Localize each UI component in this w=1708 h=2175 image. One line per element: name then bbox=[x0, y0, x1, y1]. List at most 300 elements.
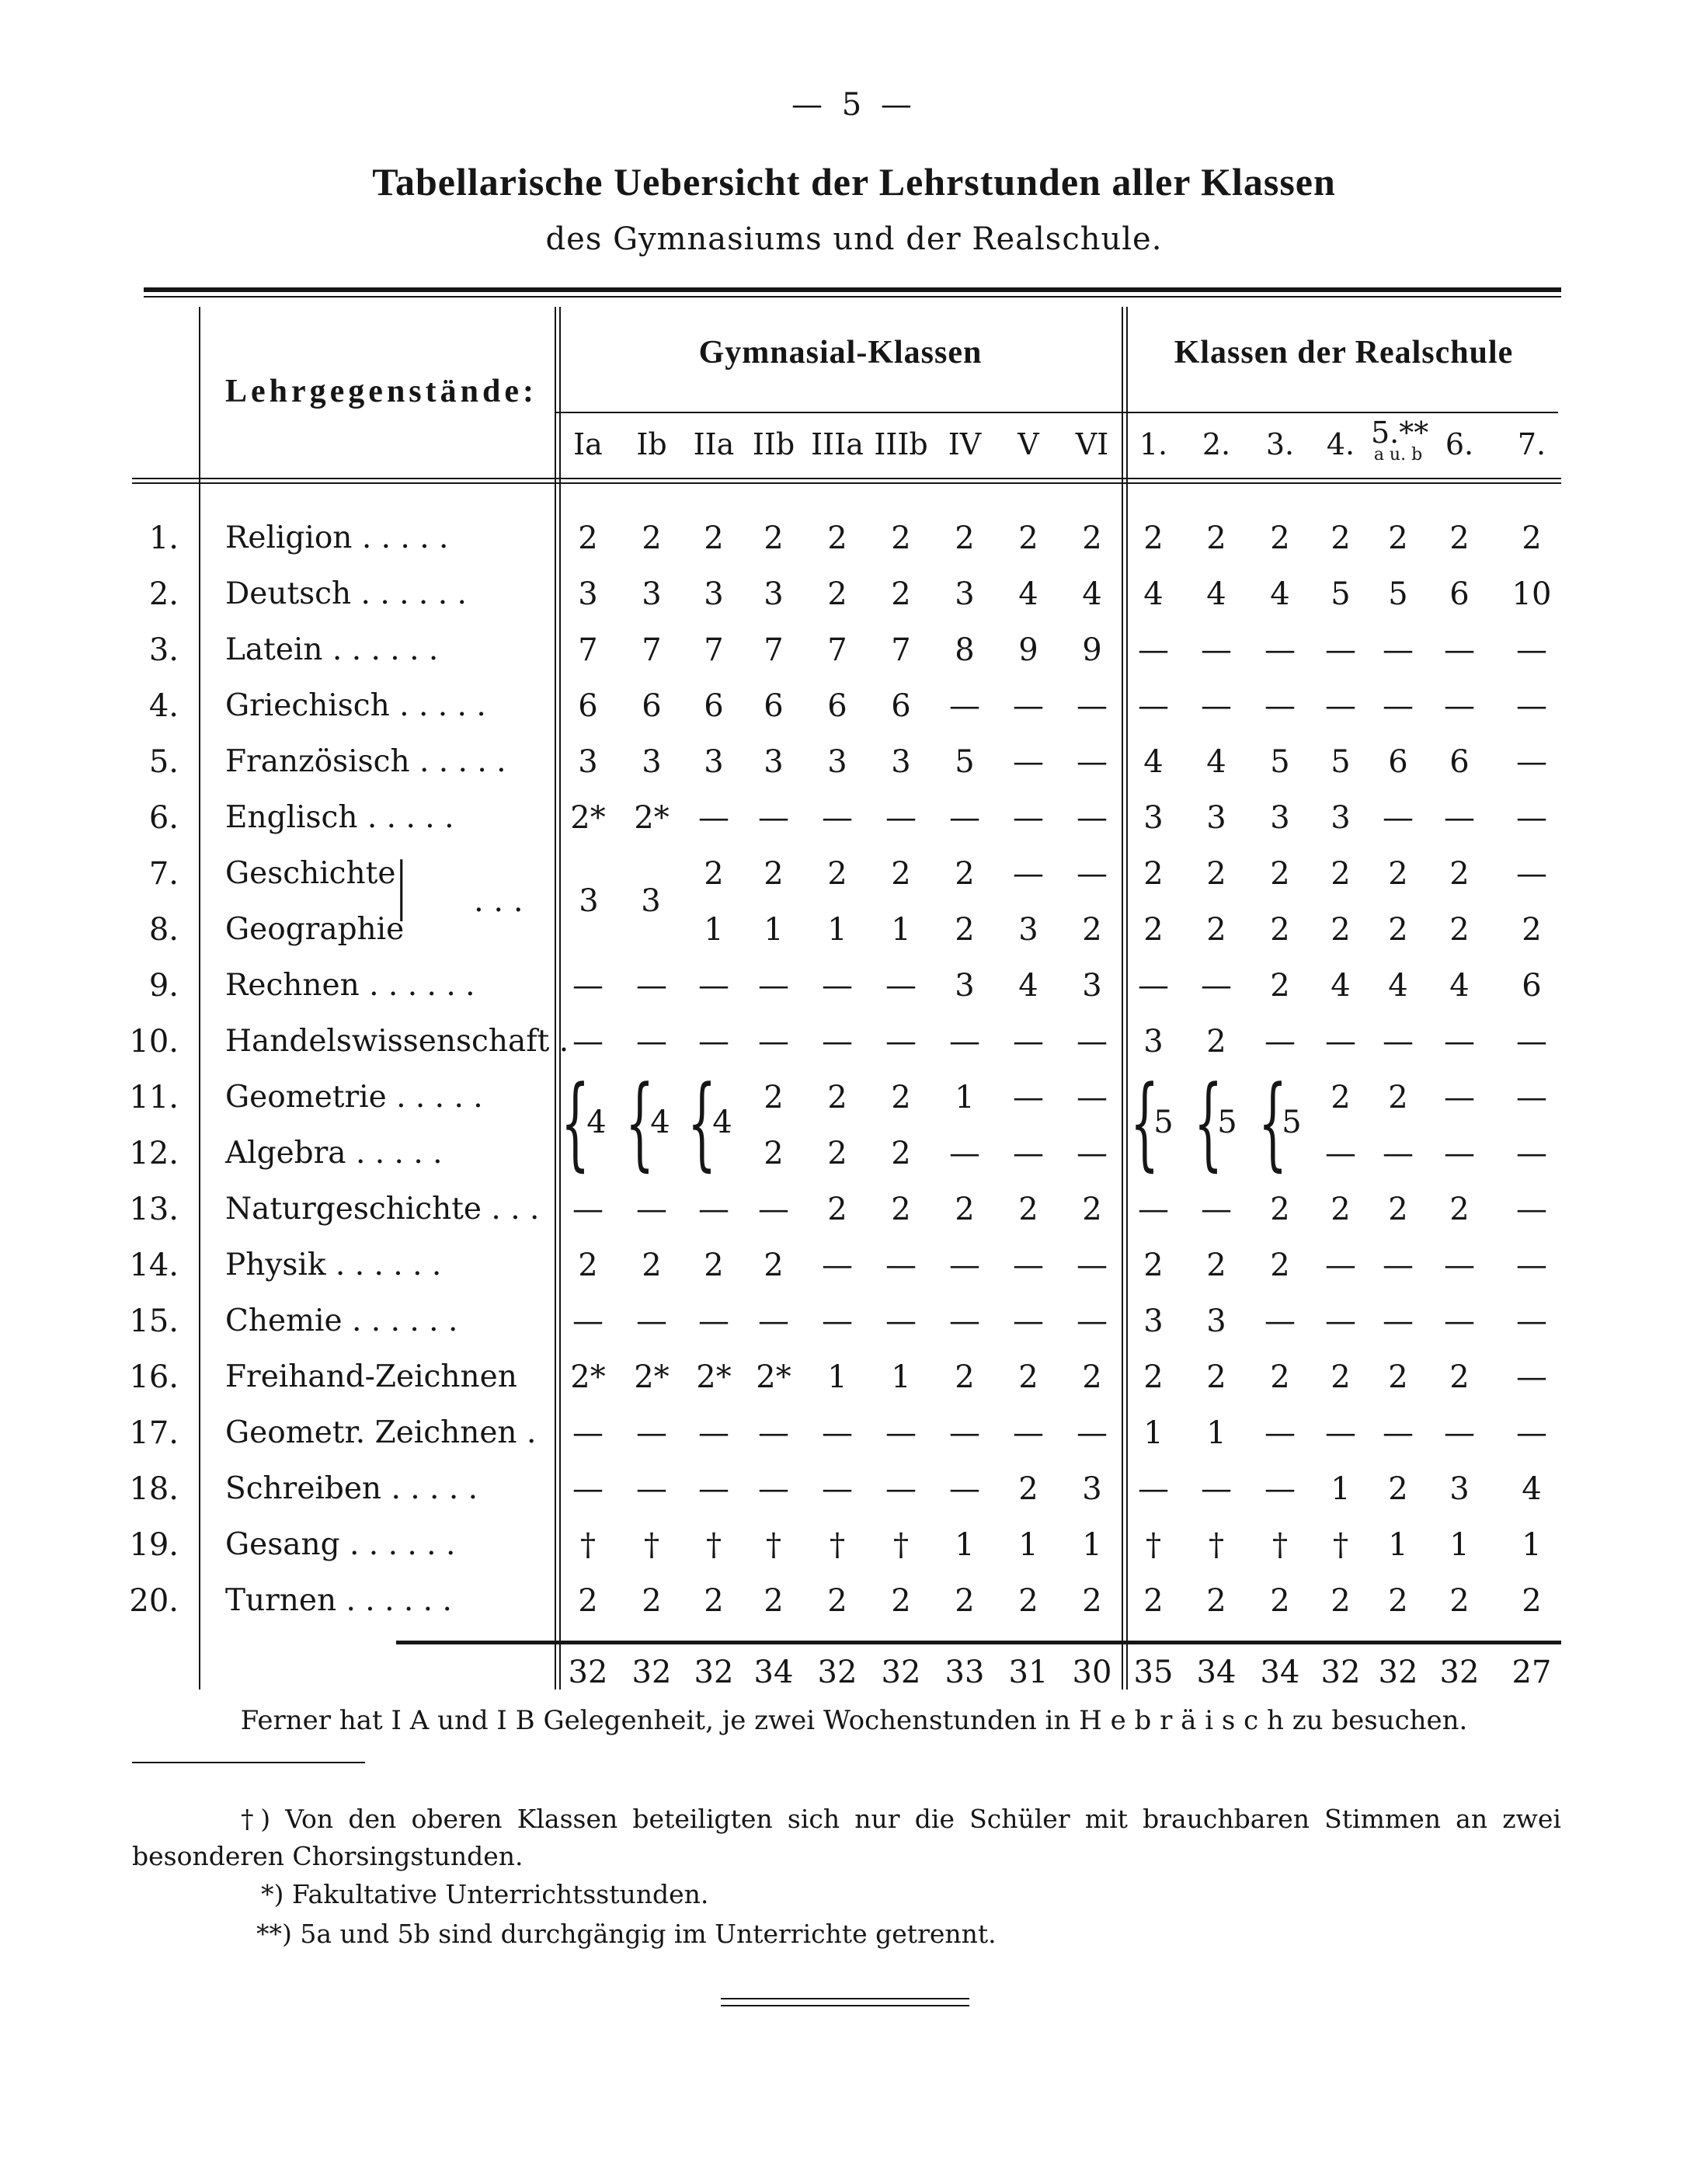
row-number: 9. bbox=[148, 968, 179, 1004]
merged-geom-iia: 4 bbox=[712, 1105, 732, 1140]
table-cell: 2 bbox=[891, 1192, 911, 1227]
table-cell: — bbox=[636, 1024, 667, 1060]
row-subject: Geometrie . . . . . bbox=[225, 1080, 483, 1115]
table-cell: 2 bbox=[1388, 856, 1408, 892]
table-cell: 2 bbox=[1082, 1359, 1102, 1395]
table-cell: 2 bbox=[764, 856, 784, 892]
table-cell: 2 bbox=[578, 1248, 598, 1283]
table-cell: — bbox=[1325, 1303, 1356, 1339]
hebrew-note: Ferner hat I A und I B Gelegenheit, je zwei Wochenstunden in H e b r ä i s c h zu besuchen. bbox=[240, 1705, 1468, 1736]
table-cell: 7 bbox=[642, 632, 662, 668]
table-cell: 2 bbox=[764, 1583, 784, 1619]
table-cell: 7 bbox=[764, 632, 784, 668]
row-subject: Französisch . . . . . bbox=[225, 744, 506, 779]
table-cell: 2 bbox=[827, 576, 847, 612]
table-cell: 2 bbox=[1331, 1192, 1351, 1227]
table-cell: 2 bbox=[1143, 1359, 1164, 1395]
table-cell: 2 bbox=[955, 520, 975, 556]
table-cell: 1 bbox=[891, 912, 911, 948]
footnote-star: *) Fakultative Unterrichtsstunden. bbox=[261, 1879, 709, 1909]
table-cell: 2* bbox=[634, 1359, 670, 1395]
table-cell: 2 bbox=[1449, 912, 1470, 948]
table-cell: 2 bbox=[1206, 1248, 1226, 1283]
table-cell: 2 bbox=[1143, 1248, 1164, 1283]
brace-geom-6: { bbox=[1258, 1063, 1288, 1181]
column-header: 5.** a u. b bbox=[1371, 416, 1429, 465]
table-cell: 1 bbox=[827, 1359, 847, 1395]
table-cell: — bbox=[949, 1415, 980, 1451]
table-cell: — bbox=[1516, 1415, 1547, 1451]
row-subject: Deutsch . . . . . . bbox=[225, 576, 467, 611]
table-cell: † bbox=[644, 1527, 659, 1563]
table-cell: 3 bbox=[1082, 1471, 1102, 1507]
col-line-subjects bbox=[199, 307, 200, 1690]
row-number: 7. bbox=[148, 856, 179, 892]
row-number: 11. bbox=[129, 1080, 179, 1115]
table-cell: — bbox=[698, 1415, 729, 1451]
column-header: 3. bbox=[1265, 427, 1295, 461]
row-number: 6. bbox=[148, 800, 179, 836]
column-header: 6. bbox=[1445, 427, 1474, 461]
table-cell: — bbox=[949, 1024, 980, 1060]
table-cell: — bbox=[1077, 800, 1108, 836]
table-cell: — bbox=[1138, 632, 1169, 668]
table-cell: — bbox=[1013, 1248, 1044, 1283]
table-cell: 2 bbox=[827, 1192, 847, 1227]
table-cell: 2 bbox=[1270, 1583, 1290, 1619]
merged-geom-r2: 5 bbox=[1217, 1105, 1237, 1140]
column-header: IV bbox=[948, 427, 982, 461]
page-number: — 5 — bbox=[791, 87, 917, 123]
table-cell: 2 bbox=[891, 576, 911, 612]
table-cell: 2 bbox=[891, 1583, 911, 1619]
table-cell: † bbox=[1146, 1527, 1161, 1563]
table-cell: 4 bbox=[1388, 968, 1408, 1004]
row-number: 18. bbox=[129, 1471, 179, 1507]
table-cell: 5 bbox=[1270, 744, 1290, 780]
table-cell: — bbox=[1325, 632, 1356, 668]
table-top-rule-thin bbox=[144, 296, 1561, 298]
table-cell: 2 bbox=[827, 856, 847, 892]
table-cell: 2* bbox=[696, 1359, 732, 1395]
table-cell: — bbox=[885, 1303, 917, 1339]
table-cell: — bbox=[1516, 1303, 1547, 1339]
table-cell: — bbox=[1325, 1136, 1356, 1171]
table-cell: 2 bbox=[1449, 1583, 1470, 1619]
table-cell: — bbox=[698, 1471, 729, 1507]
row-subject: Gesang . . . . . . bbox=[225, 1527, 456, 1562]
table-cell: — bbox=[1077, 856, 1108, 892]
table-cell: 2 bbox=[1388, 1583, 1408, 1619]
table-cell: 3 bbox=[827, 744, 847, 780]
header-bottom-rule bbox=[132, 478, 1561, 479]
table-cell: 2 bbox=[1206, 912, 1226, 948]
table-cell: 2 bbox=[1082, 1192, 1102, 1227]
table-cell: 2 bbox=[1388, 912, 1408, 948]
table-cell: † bbox=[1333, 1527, 1348, 1563]
table-cell: — bbox=[1013, 856, 1044, 892]
table-cell: — bbox=[1077, 1303, 1108, 1339]
row-subject: Griechisch . . . . . bbox=[225, 688, 486, 723]
table-cell: 2 bbox=[1143, 1583, 1164, 1619]
table-cell: 2 bbox=[1270, 968, 1290, 1004]
row-number: 17. bbox=[129, 1415, 179, 1451]
table-cell: — bbox=[636, 1192, 667, 1227]
table-cell: 2 bbox=[764, 1248, 784, 1283]
row-subject: Turnen . . . . . . bbox=[225, 1583, 452, 1618]
table-cell: 3 bbox=[1018, 912, 1038, 948]
brace-geom-1: { bbox=[561, 1063, 590, 1181]
table-cell: 3 bbox=[1206, 800, 1226, 836]
total-cell: 30 bbox=[1072, 1655, 1112, 1690]
column-header: V bbox=[1017, 427, 1039, 461]
table-cell: — bbox=[698, 1024, 729, 1060]
total-cell: 32 bbox=[1439, 1655, 1480, 1690]
table-cell: — bbox=[1383, 1136, 1414, 1171]
table-cell: — bbox=[1201, 968, 1232, 1004]
table-cell: — bbox=[1383, 1415, 1414, 1451]
row-number: 16. bbox=[129, 1359, 179, 1395]
table-cell: 4 bbox=[1449, 968, 1470, 1004]
table-cell: 2 bbox=[1270, 856, 1290, 892]
table-cell: — bbox=[1516, 688, 1547, 724]
table-cell: — bbox=[1201, 1471, 1232, 1507]
table-cell: — bbox=[572, 1192, 604, 1227]
table-cell: — bbox=[1325, 688, 1356, 724]
table-cell: † bbox=[1272, 1527, 1288, 1563]
brace-geom-4: { bbox=[1130, 1063, 1160, 1181]
table-cell: — bbox=[885, 1471, 917, 1507]
table-cell: 4 bbox=[1206, 744, 1226, 780]
row-subject: Handelswissenschaft . bbox=[225, 1024, 569, 1059]
table-cell: — bbox=[822, 1024, 853, 1060]
table-cell: † bbox=[893, 1527, 909, 1563]
table-cell: 2 bbox=[1522, 520, 1542, 556]
table-cell: — bbox=[822, 800, 853, 836]
footnote-double-star: **) 5a und 5b sind durchgängig im Unterrichte getrennt. bbox=[256, 1919, 997, 1949]
brace-geom-2: { bbox=[625, 1063, 655, 1181]
table-cell: 2 bbox=[1206, 856, 1226, 892]
merged-geom-ia: 4 bbox=[586, 1105, 607, 1140]
table-cell: 2* bbox=[634, 800, 670, 836]
totals-top-rule bbox=[396, 1641, 1561, 1644]
table-cell: 4 bbox=[1018, 576, 1038, 612]
table-cell: — bbox=[1444, 1248, 1475, 1283]
table-cell: — bbox=[1516, 856, 1547, 892]
table-cell: 3 bbox=[642, 576, 662, 612]
table-cell: — bbox=[885, 1248, 917, 1283]
table-cell: — bbox=[1516, 1248, 1547, 1283]
table-cell: — bbox=[1138, 1471, 1169, 1507]
page-subtitle: des Gymnasiums und der Realschule. bbox=[545, 221, 1163, 257]
table-cell: 7 bbox=[704, 632, 724, 668]
brace-geom-5: { bbox=[1194, 1063, 1223, 1181]
table-cell: 2 bbox=[827, 520, 847, 556]
table-cell: 2 bbox=[891, 856, 911, 892]
table-cell: 6 bbox=[642, 688, 662, 724]
table-cell: 2 bbox=[955, 912, 975, 948]
table-cell: — bbox=[1201, 632, 1232, 668]
column-header: IIa bbox=[693, 427, 735, 461]
total-cell: 32 bbox=[568, 1655, 608, 1690]
row-number: 1. bbox=[148, 520, 179, 556]
table-cell: 2 bbox=[827, 1080, 847, 1115]
table-cell: — bbox=[1077, 744, 1108, 780]
total-cell: 33 bbox=[944, 1655, 985, 1690]
table-cell: 5 bbox=[1331, 744, 1351, 780]
table-cell: 2 bbox=[1331, 520, 1351, 556]
table-cell: — bbox=[1013, 1136, 1044, 1171]
table-cell: 6 bbox=[1388, 744, 1408, 780]
table-cell: 2 bbox=[704, 1248, 724, 1283]
table-cell: 8 bbox=[955, 632, 975, 668]
table-cell: — bbox=[698, 1303, 729, 1339]
table-cell: 9 bbox=[1018, 632, 1038, 668]
table-cell: 2 bbox=[1018, 1192, 1038, 1227]
total-cell: 32 bbox=[1378, 1655, 1418, 1690]
row-subject: Geschichte bbox=[225, 856, 396, 891]
table-cell: 4 bbox=[1522, 1471, 1542, 1507]
table-cell: 2 bbox=[764, 1080, 784, 1115]
table-cell: — bbox=[572, 968, 604, 1004]
merged-geom-r3: 5 bbox=[1282, 1105, 1302, 1140]
brace-geom-3: { bbox=[687, 1063, 717, 1181]
table-cell: 2 bbox=[1449, 856, 1470, 892]
table-cell: — bbox=[1516, 1192, 1547, 1227]
table-cell: 2 bbox=[578, 1583, 598, 1619]
total-cell: 35 bbox=[1133, 1655, 1174, 1690]
table-cell: — bbox=[1444, 632, 1475, 668]
table-cell: 1 bbox=[1082, 1527, 1102, 1563]
table-cell: 3 bbox=[764, 576, 784, 612]
subject-column-header: Lehrgegenstände: bbox=[225, 374, 537, 409]
total-cell: 32 bbox=[694, 1655, 734, 1690]
table-cell: 2 bbox=[1082, 520, 1102, 556]
table-cell: 1 bbox=[891, 1359, 911, 1395]
total-cell: 34 bbox=[753, 1655, 794, 1690]
row-subject: Latein . . . . . . bbox=[225, 632, 439, 667]
table-cell: — bbox=[1383, 688, 1414, 724]
table-cell: 2 bbox=[764, 1136, 784, 1171]
table-cell: 2 bbox=[1331, 1583, 1351, 1619]
table-cell: 6 bbox=[1449, 576, 1470, 612]
table-cell: 2 bbox=[1449, 1192, 1470, 1227]
column-header: Ib bbox=[636, 427, 667, 461]
row-number: 19. bbox=[129, 1527, 179, 1563]
table-cell: 6 bbox=[827, 688, 847, 724]
footnote-dagger: †) Von den oberen Klassen beteiligten sich nur die Schüler mit brauchbaren Stimmen an zwei besonderen Chorsingstunden. bbox=[132, 1804, 1561, 1871]
table-cell: 2 bbox=[1270, 1248, 1290, 1283]
row-subject: Naturgeschichte . . . bbox=[225, 1192, 540, 1227]
row-subject: Chemie . . . . . . bbox=[225, 1303, 458, 1338]
table-cell: — bbox=[885, 1024, 917, 1060]
table-cell: 5 bbox=[955, 744, 975, 780]
table-cell: 3 bbox=[1206, 1303, 1226, 1339]
table-cell: 2 bbox=[1270, 1192, 1290, 1227]
table-cell: † bbox=[580, 1527, 596, 1563]
table-cell: — bbox=[636, 1303, 667, 1339]
table-cell: — bbox=[1264, 1303, 1296, 1339]
table-cell: 2 bbox=[1449, 520, 1470, 556]
table-cell: 1 bbox=[704, 912, 724, 948]
table-cell: — bbox=[1383, 1303, 1414, 1339]
table-cell: 4 bbox=[1143, 744, 1164, 780]
row-subject: Rechnen . . . . . . bbox=[225, 968, 475, 1003]
table-cell: 2 bbox=[1143, 912, 1164, 948]
table-cell: 2 bbox=[1388, 1080, 1408, 1115]
table-cell: 3 bbox=[1143, 800, 1164, 836]
table-cell: 3 bbox=[1143, 1024, 1164, 1060]
table-cell: — bbox=[949, 688, 980, 724]
table-cell: — bbox=[1383, 632, 1414, 668]
table-cell: 5 bbox=[1388, 576, 1408, 612]
table-cell: — bbox=[949, 1136, 980, 1171]
table-cell: — bbox=[885, 1415, 917, 1451]
table-cell: — bbox=[1444, 800, 1475, 836]
table-cell: 2* bbox=[570, 800, 606, 836]
total-cell: 34 bbox=[1196, 1655, 1237, 1690]
table-cell: 2 bbox=[1388, 1471, 1408, 1507]
table-cell: — bbox=[636, 968, 667, 1004]
merged-history-geo-ia: 3 bbox=[579, 883, 599, 919]
total-cell: 32 bbox=[881, 1655, 921, 1690]
table-cell: † bbox=[1209, 1527, 1224, 1563]
column-header: IIIa bbox=[811, 427, 864, 461]
table-cell: 2 bbox=[827, 1136, 847, 1171]
table-cell: — bbox=[1325, 1248, 1356, 1283]
total-cell: 34 bbox=[1260, 1655, 1300, 1690]
table-cell: 6 bbox=[764, 688, 784, 724]
merged-geom-ib: 4 bbox=[650, 1105, 670, 1140]
table-cell: — bbox=[1264, 1415, 1296, 1451]
table-cell: 2 bbox=[891, 1136, 911, 1171]
row-subject: Geometr. Zeichnen . bbox=[225, 1415, 537, 1450]
table-cell: — bbox=[949, 1248, 980, 1283]
table-cell: — bbox=[1516, 1024, 1547, 1060]
table-cell: — bbox=[1077, 1136, 1108, 1171]
table-cell: — bbox=[1516, 632, 1547, 668]
total-cell: 32 bbox=[817, 1655, 857, 1690]
table-cell: 2 bbox=[891, 520, 911, 556]
table-cell: 2* bbox=[570, 1359, 606, 1395]
table-cell: 2 bbox=[1082, 1583, 1102, 1619]
table-cell: 7 bbox=[891, 632, 911, 668]
table-cell: 3 bbox=[1270, 800, 1290, 836]
table-cell: 5 bbox=[1331, 576, 1351, 612]
table-cell: 6 bbox=[1522, 968, 1542, 1004]
column-header: IIb bbox=[752, 427, 795, 461]
row-number: 13. bbox=[129, 1192, 179, 1227]
table-cell: — bbox=[822, 1415, 853, 1451]
table-cell: 2 bbox=[955, 1359, 975, 1395]
table-cell: — bbox=[1383, 1248, 1414, 1283]
table-cell: — bbox=[698, 968, 729, 1004]
header-bottom-rule-2 bbox=[132, 482, 1561, 484]
table-cell: 2 bbox=[1522, 912, 1542, 948]
table-cell: 6 bbox=[891, 688, 911, 724]
row-number: 12. bbox=[129, 1136, 179, 1171]
column-header: 2. bbox=[1202, 427, 1231, 461]
table-cell: 4 bbox=[1270, 576, 1290, 612]
table-cell: 2 bbox=[1388, 520, 1408, 556]
table-cell: 1 bbox=[1449, 1527, 1470, 1563]
table-cell: — bbox=[1013, 744, 1044, 780]
merged-history-geo-ib: 3 bbox=[641, 883, 661, 919]
table-top-rule bbox=[144, 287, 1561, 292]
column-header: IIIb bbox=[874, 427, 928, 461]
total-cell: 31 bbox=[1008, 1655, 1049, 1690]
table-cell: — bbox=[1138, 1192, 1169, 1227]
table-cell: — bbox=[758, 800, 789, 836]
column-header: Ia bbox=[573, 427, 603, 461]
bottom-rule bbox=[132, 1762, 365, 1763]
table-cell: 2 bbox=[1331, 856, 1351, 892]
table-cell: 2 bbox=[827, 1583, 847, 1619]
table-cell: † bbox=[706, 1527, 722, 1563]
col-line-gym-start bbox=[555, 307, 556, 1690]
row-subject: Schreiben . . . . . bbox=[225, 1471, 478, 1506]
row-number: 10. bbox=[129, 1024, 179, 1060]
table-cell: — bbox=[1013, 1024, 1044, 1060]
table-cell: 2 bbox=[955, 856, 975, 892]
table-cell: — bbox=[1264, 688, 1296, 724]
table-cell: — bbox=[1077, 1415, 1108, 1451]
table-cell: — bbox=[572, 1303, 604, 1339]
table-cell: 2 bbox=[1143, 856, 1164, 892]
table-cell: — bbox=[698, 800, 729, 836]
table-cell: 4 bbox=[1082, 576, 1102, 612]
table-cell: 10 bbox=[1511, 576, 1552, 612]
table-cell: 6 bbox=[1449, 744, 1470, 780]
table-cell: 2 bbox=[1449, 1359, 1470, 1395]
table-cell: — bbox=[949, 800, 980, 836]
table-cell: 2 bbox=[1018, 1359, 1038, 1395]
table-cell: 1 bbox=[1143, 1415, 1164, 1451]
row-number: 5. bbox=[148, 744, 179, 780]
row-number: 4. bbox=[148, 688, 179, 724]
table-cell: 3 bbox=[891, 744, 911, 780]
table-cell: 2 bbox=[1270, 520, 1290, 556]
table-cell: — bbox=[1013, 1303, 1044, 1339]
table-cell: 1 bbox=[1206, 1415, 1226, 1451]
table-cell: 2* bbox=[756, 1359, 791, 1395]
table-cell: — bbox=[758, 1303, 789, 1339]
table-cell: — bbox=[1077, 688, 1108, 724]
table-cell: — bbox=[1444, 688, 1475, 724]
table-cell: 6 bbox=[578, 688, 598, 724]
table-cell: 2 bbox=[704, 1583, 724, 1619]
merged-geom-r1: 5 bbox=[1153, 1105, 1174, 1140]
table-cell: 1 bbox=[955, 1527, 975, 1563]
table-cell: 2 bbox=[955, 1192, 975, 1227]
table-cell: 2 bbox=[1331, 1080, 1351, 1115]
table-cell: — bbox=[822, 1248, 853, 1283]
table-cell: 3 bbox=[642, 744, 662, 780]
table-cell: 3 bbox=[1143, 1303, 1164, 1339]
table-cell: 3 bbox=[955, 576, 975, 612]
table-cell: 2 bbox=[1018, 1471, 1038, 1507]
table-cell: — bbox=[1444, 1303, 1475, 1339]
table-cell: 2 bbox=[1270, 912, 1290, 948]
table-cell: — bbox=[1201, 1192, 1232, 1227]
table-cell: — bbox=[1013, 1415, 1044, 1451]
table-cell: — bbox=[698, 1192, 729, 1227]
table-cell: 1 bbox=[1388, 1527, 1408, 1563]
table-cell: — bbox=[822, 1303, 853, 1339]
total-cell: 27 bbox=[1511, 1655, 1552, 1690]
table-cell: 2 bbox=[704, 856, 724, 892]
column-header: 4. bbox=[1326, 427, 1355, 461]
